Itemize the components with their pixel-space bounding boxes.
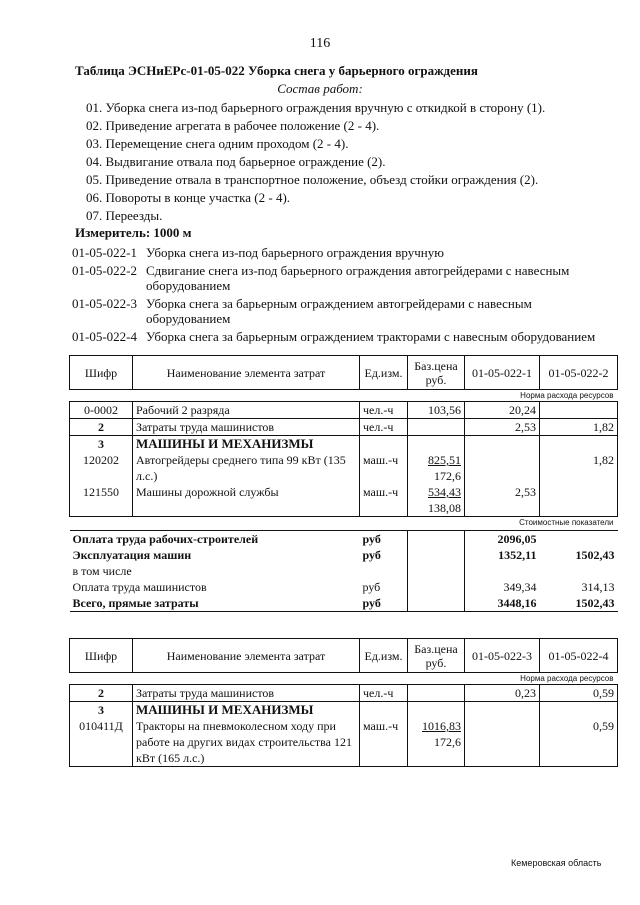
- cell-v2: [540, 402, 618, 419]
- work-item: 05. Приведение отвала в транспортное положение, объезд стойки ограждения (2).: [86, 172, 539, 187]
- cell-v2: [540, 702, 618, 719]
- page-number: 116: [309, 36, 331, 51]
- work-item: 01. Уборка снега из-под барьерного ограждения вручную с откидкой в сторону (1).: [86, 100, 546, 115]
- code-description: Уборка снега за барьерным ограждением тракторами с навесным оборудованием: [146, 329, 596, 344]
- summary-v1: 3448,16: [465, 595, 540, 612]
- code-id: 01-05-022-1: [72, 245, 137, 260]
- summary-name: Оплата труда машинистов: [72, 580, 207, 594]
- summary-unit: [360, 563, 408, 579]
- cell-name: Рабочий 2 разряда: [133, 402, 360, 419]
- cell-v1: [465, 718, 540, 767]
- composition-label: Состав работ:: [277, 81, 363, 96]
- cell-v2: 1,82: [540, 452, 618, 484]
- norm-label: Норма расхода ресурсов: [70, 673, 618, 685]
- cost-label: Стоимостные показатели: [70, 517, 618, 531]
- summary-price: [408, 547, 465, 563]
- code-id: 01-05-022-3: [72, 296, 137, 311]
- cell-price: [408, 484, 465, 517]
- code-description: Уборка снега за барьерным ограждением автогрейдерами с навесным оборудованием: [146, 296, 532, 326]
- code-id: 01-05-022-4: [72, 329, 137, 344]
- cell-unit: маш.-ч: [360, 484, 408, 517]
- code-id: 01-05-022-2: [72, 263, 137, 278]
- header-unit: Ед.изм.: [360, 356, 408, 390]
- cell-cipher: 3: [70, 702, 133, 719]
- cell-cipher: 3: [70, 436, 133, 453]
- cell-v2: [540, 484, 618, 517]
- cell-cipher: 2: [70, 685, 133, 702]
- cell-cipher: 121550: [70, 484, 133, 517]
- cell-unit: чел.-ч: [360, 402, 408, 419]
- cell-name: МАШИНЫ И МЕХАНИЗМЫ: [133, 436, 360, 453]
- header-cipher: Шифр: [70, 639, 133, 673]
- price-wage: 138,08: [428, 501, 461, 515]
- cell-unit: [360, 702, 408, 719]
- table-row: [70, 484, 618, 517]
- summary-v1: 349,34: [503, 580, 537, 594]
- work-item: 04. Выдвигание отвала под барьерное ограждение (2).: [86, 154, 386, 169]
- summary-name: Оплата труда рабочих-строителей: [72, 532, 259, 546]
- cell-v1: 20,24: [465, 402, 540, 419]
- summary-name: Эксплуатация машин: [72, 548, 192, 562]
- summary-price: [408, 579, 465, 595]
- price-value: 534,43: [428, 485, 461, 499]
- work-item: 02. Приведение агрегата в рабочее положение (2 - 4).: [86, 118, 380, 133]
- summary-v2: 314,13: [581, 580, 615, 594]
- summary-v1: 2096,05: [497, 532, 537, 546]
- header-col1: 01-05-022-1: [465, 356, 540, 390]
- summary-v2: 1502,43: [540, 595, 618, 612]
- cell-price: [408, 685, 465, 702]
- cell-price: [408, 718, 465, 767]
- summary-v1: [465, 563, 540, 579]
- summary-price: [408, 563, 465, 579]
- summary-row: [70, 579, 618, 595]
- cell-v1: 0,23: [465, 685, 540, 702]
- cell-unit: маш.-ч: [360, 452, 408, 484]
- summary-row: [70, 563, 618, 579]
- cell-cipher: 2: [70, 419, 133, 436]
- price-wage: 172,6: [434, 469, 461, 483]
- summary-name: Всего, прямые затраты: [70, 595, 360, 612]
- resource-table-2: [69, 638, 618, 767]
- summary-row: [70, 595, 618, 612]
- cell-v2: 0,59: [540, 685, 618, 702]
- table-row: [70, 702, 618, 719]
- cell-unit: чел.-ч: [360, 685, 408, 702]
- code-description: Сдвигание снега из-под барьерного ограждения автогрейдерами с навесным оборудованием: [146, 263, 570, 293]
- cell-name: Затраты труда машинистов: [133, 685, 360, 702]
- summary-v2: [540, 563, 618, 579]
- cell-cipher: 010411Д: [70, 718, 133, 767]
- summary-v2: 1502,43: [575, 548, 615, 562]
- work-item: 06. Повороты в конце участка (2 - 4).: [86, 190, 291, 205]
- header-col2: 01-05-022-2: [540, 356, 618, 390]
- cell-unit: чел.-ч: [360, 419, 408, 436]
- work-item: 07. Переезды.: [86, 208, 163, 223]
- price-wage: 172,6: [434, 735, 461, 749]
- header-price: Баз.цена руб.: [408, 639, 465, 673]
- summary-unit: руб: [362, 548, 381, 562]
- cell-price: [408, 452, 465, 484]
- summary-row: [70, 547, 618, 563]
- region-footer: Кемеровская область: [511, 858, 602, 868]
- table-row: [70, 402, 618, 419]
- header-col1: 01-05-022-3: [465, 639, 540, 673]
- summary-unit: руб: [360, 595, 408, 612]
- summary-row: [70, 531, 618, 548]
- cell-price: 103,56: [408, 402, 465, 419]
- cell-v1: [465, 452, 540, 484]
- cell-unit: маш.-ч: [360, 718, 408, 767]
- summary-v1: 1352,11: [498, 548, 537, 562]
- cell-v2: 1,82: [540, 419, 618, 436]
- summary-unit: руб: [362, 580, 381, 594]
- work-item: 03. Перемещение снега одним проходом (2 - 4).: [86, 136, 349, 151]
- table-row: [70, 685, 618, 702]
- cell-unit: [360, 436, 408, 453]
- price-value: 825,51: [428, 453, 461, 467]
- header-name: Наименование элемента затрат: [133, 639, 360, 673]
- cell-v1: [465, 436, 540, 453]
- table-row: [70, 452, 618, 484]
- table-row: [70, 436, 618, 453]
- cell-v1: 2,53: [465, 419, 540, 436]
- cell-name: Затраты труда машинистов: [133, 419, 360, 436]
- cell-name: Автогрейдеры среднего типа 99 кВт (135 л.с.): [133, 452, 360, 484]
- header-cipher: Шифр: [70, 356, 133, 390]
- cell-v2: 0,59: [540, 718, 618, 767]
- cell-price: [408, 436, 465, 453]
- header-col2: 01-05-022-4: [540, 639, 618, 673]
- norm-label: Норма расхода ресурсов: [70, 390, 618, 402]
- cell-price: [408, 419, 465, 436]
- cell-v2: [540, 436, 618, 453]
- summary-v2: [540, 531, 618, 548]
- header-unit: Ед.изм.: [360, 639, 408, 673]
- resource-table-1: [69, 355, 618, 612]
- cell-cipher: 120202: [70, 452, 133, 484]
- cell-name: Тракторы на пневмоколесном ходу при работе на других видах строительства 121 кВт (165 л.с.): [133, 718, 360, 767]
- cell-cipher: 0-0002: [70, 402, 133, 419]
- cell-v1: 2,53: [465, 484, 540, 517]
- cell-v1: [465, 702, 540, 719]
- cell-price: [408, 702, 465, 719]
- price-value: 1016,83: [422, 719, 461, 733]
- header-name: Наименование элемента затрат: [133, 356, 360, 390]
- summary-name: в том числе: [72, 564, 132, 578]
- code-description: Уборка снега из-под барьерного ограждения вручную: [146, 245, 444, 260]
- header-price: Баз.цена руб.: [408, 356, 465, 390]
- summary-unit: руб: [362, 532, 381, 546]
- table-row: [70, 419, 618, 436]
- measure-unit: Измеритель: 1000 м: [75, 225, 192, 240]
- table-title: Таблица ЭСНиЕРс-01-05-022 Уборка снега у барьерного ограждения: [75, 63, 478, 78]
- table-row: [70, 718, 618, 767]
- summary-price: [408, 531, 465, 548]
- summary-price: [408, 595, 465, 612]
- cell-name: МАШИНЫ И МЕХАНИЗМЫ: [133, 702, 360, 719]
- cell-name: Машины дорожной службы: [133, 484, 360, 517]
